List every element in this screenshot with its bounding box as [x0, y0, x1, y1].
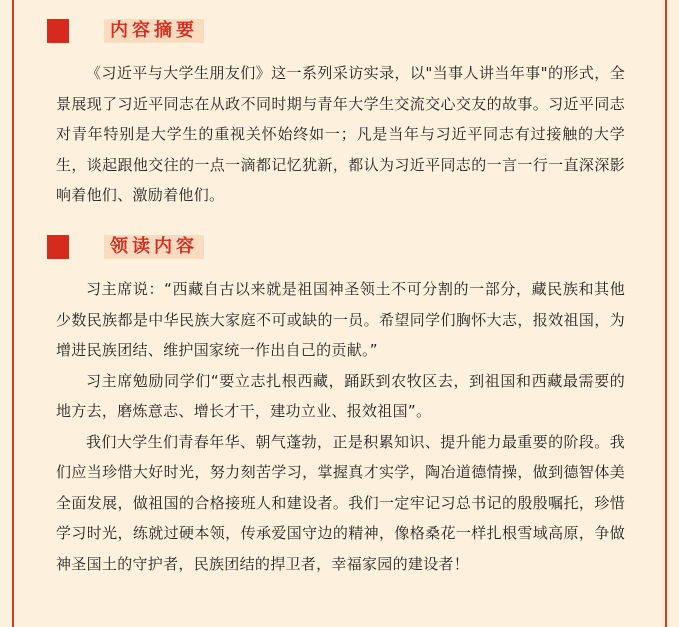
right-border-line	[665, 0, 667, 627]
section-title: 领读内容	[104, 235, 204, 259]
reading-paragraph-3: 我们大学生们青春年华、朝气蓬勃，正是积累知识、提升能力最重要的阶段。我们应当珍惜大好时光，努力刻苦学习，掌握真才实学，陶冶道德情操，做到德智体美全面发展，做祖国的合格接班人和建设者。我们一定牢记习总书记的殷殷嘱托，珍惜学习时光，练就过硬本领，传承爱国守边的精神，像格桑花一样扎根雪域高原，争做神圣国土的守护者，民族团结的捍卫者，幸福家园的建设者！	[56, 432, 625, 573]
section-title: 内容摘要	[104, 19, 204, 43]
reading-paragraph-2: 习主席勉励同学们“要立志扎根西藏，踊跃到农牧区去，到祖国和西藏最需要的地方去，磨炼意志、增长才干，建功立业、报效祖国”。	[56, 371, 625, 420]
section-header	[14, 19, 665, 47]
header-marker-block	[47, 19, 69, 43]
reading-paragraph-1: 习主席说：“西藏自古以来就是祖国神圣领土不可分割的一部分，藏民族和其他少数民族都是中华民族大家庭不可或缺的一员。希望同学们胸怀大志，报效祖国，为增进民族团结、维护国家统一作出自己的贡献。”	[56, 280, 625, 359]
section-reading	[14, 235, 665, 579]
summary-paragraph: 《习近平与大学生朋友们》这一系列采访实录，以"当事人讲当年事"的形式，全景展现了习近平同志在从政不同时期与青年大学生交流交心交友的故事。习近平同志 对青年特别是大学生的重视关怀始终如一；凡是当年与习近平同志有过接触的大学生，谈起跟他交往的一点一滴都记忆犹新，都认为习近平同志的一言一行一直深深影响着他们、激励着他们。	[56, 64, 625, 204]
section-summary	[14, 19, 665, 211]
header-marker-block	[47, 235, 69, 259]
section-header	[14, 235, 665, 263]
